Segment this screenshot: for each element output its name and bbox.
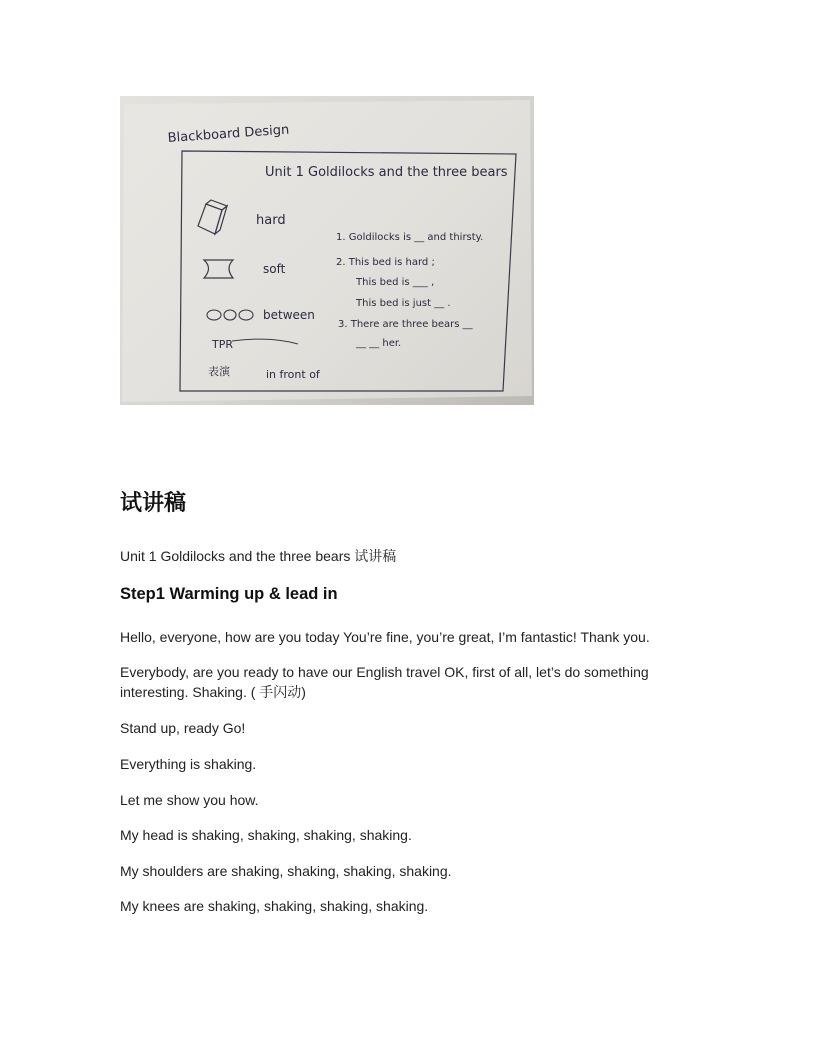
paragraph: Stand up, ready Go! bbox=[120, 720, 246, 736]
blackboard-design-photo bbox=[120, 96, 534, 405]
word-perform: 表演 bbox=[208, 365, 230, 378]
sentence-2b: This bed is ___ , bbox=[356, 277, 435, 288]
paragraph: Everything is shaking. bbox=[120, 756, 257, 772]
word-between: between bbox=[263, 308, 315, 322]
lesson-subtitle: Unit 1 Goldilocks and the three bears 试讲稿 bbox=[120, 548, 397, 564]
board-caption: Blackboard Design bbox=[167, 122, 290, 146]
paragraph: Hello, everyone, how are you today You’re fine, you’re great, I’m fantastic! Thank you. bbox=[120, 629, 650, 645]
sentence-1: 1. Goldilocks is __ and thirsty. bbox=[336, 232, 484, 243]
paragraph: My shoulders are shaking, shaking, shaking, shaking. bbox=[120, 863, 452, 879]
page-heading: 试讲稿 bbox=[120, 491, 187, 516]
word-in-front-of: in front of bbox=[266, 368, 320, 381]
paragraph: My head is shaking, shaking, shaking, shaking. bbox=[120, 827, 412, 843]
sentence-2c: This bed is just __ . bbox=[356, 298, 451, 309]
paragraph: Let me show you how. bbox=[120, 792, 259, 808]
word-tpr: TPR bbox=[212, 338, 233, 351]
board-title: Unit 1 Goldilocks and the three bears bbox=[265, 165, 508, 180]
sentence-3a: 3. There are three bears __ bbox=[338, 319, 473, 330]
blackboard-sketch bbox=[120, 96, 534, 405]
word-soft: soft bbox=[263, 262, 286, 276]
paragraph: My knees are shaking, shaking, shaking, shaking. bbox=[120, 898, 429, 914]
sentence-3b: __ __ her. bbox=[356, 338, 402, 349]
paragraph: Everybody, are you ready to have our English travel OK, first of all, let’s do something interesting. Shaking. ( 手闪动) bbox=[120, 664, 649, 700]
word-hard: hard bbox=[256, 213, 286, 228]
sentence-2a: 2. This bed is hard ; bbox=[336, 257, 435, 268]
step-heading: Step1 Warming up & lead in bbox=[120, 585, 338, 603]
